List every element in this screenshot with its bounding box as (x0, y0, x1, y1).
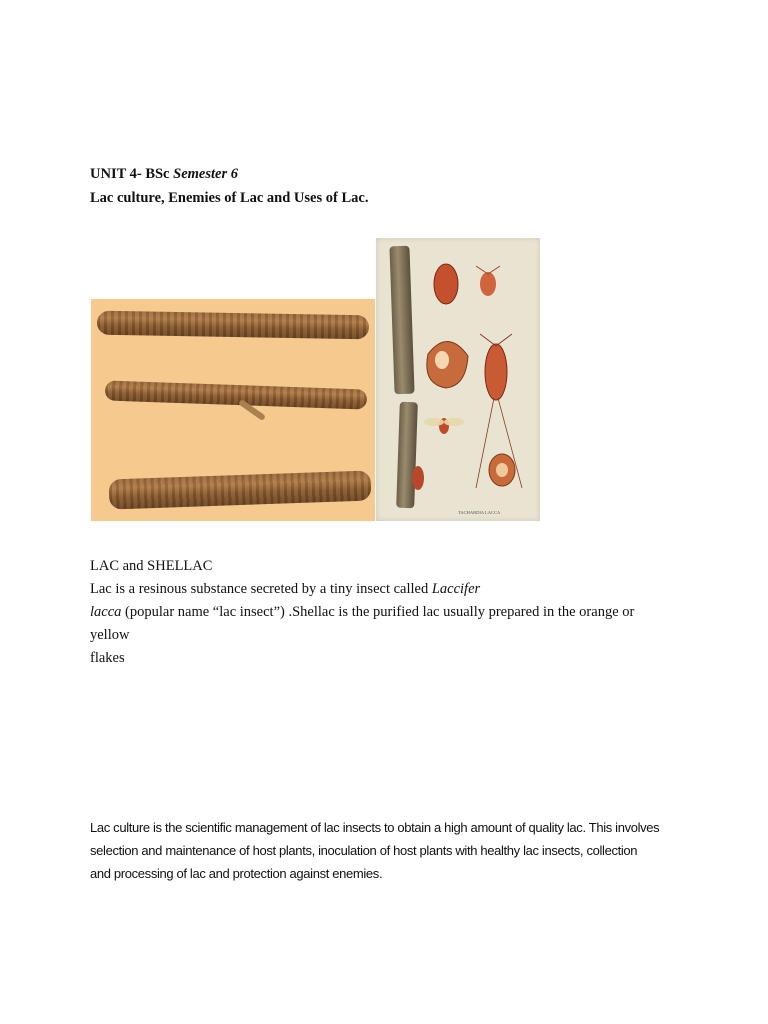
lac-insect-illustration (376, 238, 540, 521)
culture-line-3: and processing of lac and protection against enemies. (90, 866, 383, 881)
lac-section (90, 555, 710, 670)
lac-definition-line-4: flakes (90, 650, 125, 666)
lac-definition-line-2: lacca (popular name “lac insect”) .Shellac is the purified lac usually prepared in the orange or (90, 604, 635, 620)
culture-line-2: selection and maintenance of host plants, inoculation of host plants with healthy lac insects, collection (90, 843, 638, 858)
lac-definition-line-1: Lac is a resinous substance secreted by a tiny insect called Laccifer (90, 581, 481, 597)
section-title-lac: LAC and SHELLAC (90, 558, 213, 574)
unit-label: UNIT 4- BSc (90, 166, 170, 182)
lac-definition-line-3: yellow (90, 627, 130, 643)
semester-label: Semester 6 (173, 166, 238, 182)
unit-heading (90, 166, 238, 183)
lac-sticks-photo (91, 299, 375, 521)
culture-line-1: Lac culture is the scientific management of lac insects to obtain a high amount of quality lac. This involves (90, 820, 660, 835)
lac-culture-paragraph (90, 816, 710, 885)
document-subtitle: Lac culture, Enemies of Lac and Uses of Lac. (90, 190, 369, 206)
plate-caption: TACHARDIA LACCA (458, 510, 501, 515)
